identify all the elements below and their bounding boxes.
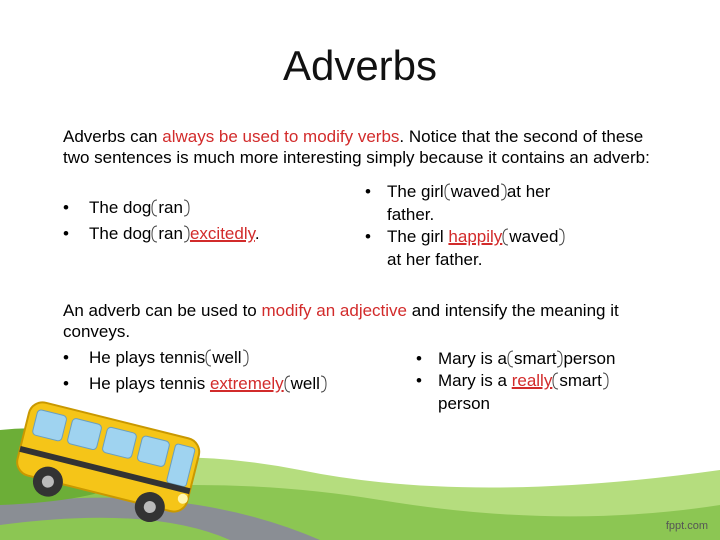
bullet-adjective: well [290, 374, 320, 393]
bullet-text-end: person [563, 349, 616, 368]
bullet-marker: • [63, 348, 69, 367]
para2-text: An adverb can be used to [63, 301, 262, 320]
bullet-text: The girl [387, 227, 444, 246]
bullet-girl-waved-line2: father. [387, 205, 435, 224]
bullet-adjective: well [212, 348, 242, 367]
bullet-marker: • [63, 374, 69, 393]
footer-watermark: fppt.com [665, 520, 708, 532]
bullet-marker: • [365, 227, 371, 246]
bullet-text: The dog [89, 198, 152, 217]
bullet-verb: ran [158, 198, 183, 217]
para2-text-end: and intensify the meaning it conveys. [63, 301, 619, 341]
bullet-girl-happily-line2: at her father. [387, 250, 483, 269]
bullet-verb: ran [158, 224, 183, 243]
bullet-verb: waved [450, 182, 500, 201]
bullet-period: . [254, 224, 260, 243]
bullet-text: The girl [387, 182, 444, 201]
bullet-text-end: at her [506, 182, 551, 201]
para1-text: Adverbs can [63, 127, 163, 146]
adverb-highlight: really [511, 371, 553, 390]
bullet-text: Mary is a [438, 349, 507, 368]
bullet-adjective: smart [559, 371, 602, 390]
para2-highlight: modify an adjective [261, 301, 408, 320]
adverb-highlight: extremely [209, 374, 284, 393]
bullet-mary-line2: person [438, 394, 490, 413]
bullet-marker: • [63, 198, 69, 217]
bullet-text: The dog [89, 224, 152, 243]
slide-title: Adverbs [282, 42, 438, 89]
adverb-highlight: excitedly [189, 224, 255, 243]
bullet-adjective: smart [513, 349, 557, 368]
bullet-marker: • [365, 182, 371, 201]
bullet-marker: • [416, 349, 422, 368]
bullet-text: Mary is a [438, 371, 507, 390]
adverb-highlight: happily [448, 227, 503, 246]
para1-highlight: always be used to modify verbs [162, 127, 400, 146]
bullet-marker: • [416, 371, 422, 390]
bullet-verb: waved [509, 227, 559, 246]
bullet-text: He plays tennis [89, 348, 206, 367]
para1-text-end: . Notice that the second of these two sentences is much more interesting simply because it contains an adverb: [63, 127, 650, 167]
bullet-marker: • [63, 224, 69, 243]
bullet-text: He plays tennis [89, 374, 206, 393]
